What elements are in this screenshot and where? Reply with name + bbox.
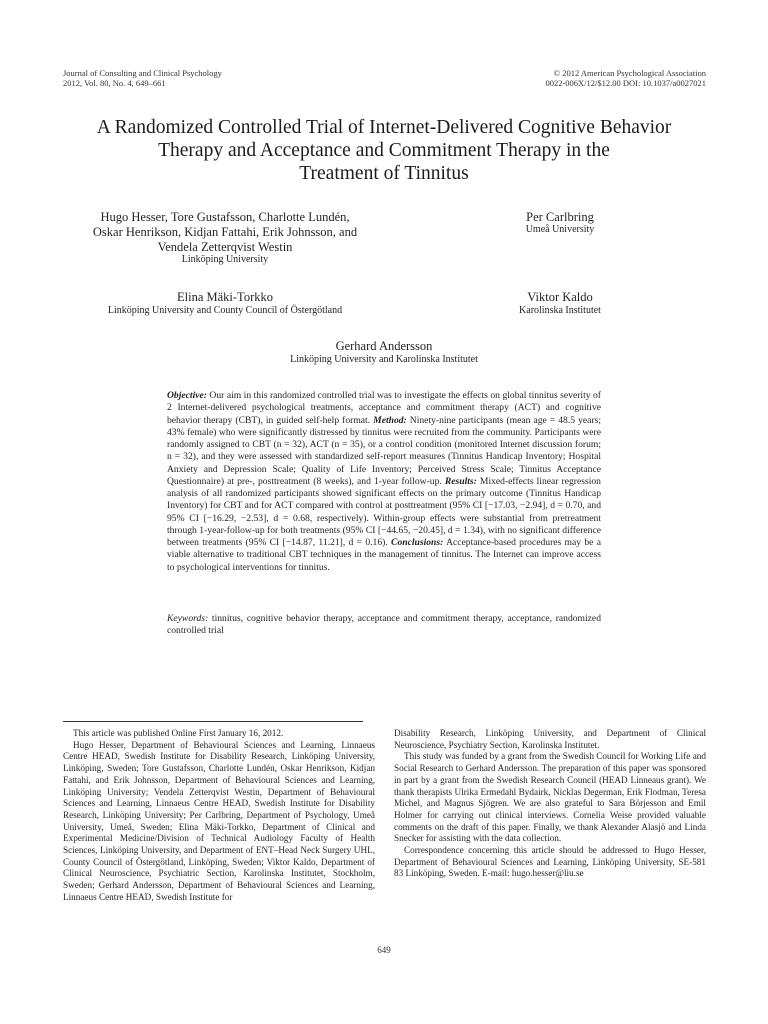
journal-citation — [63, 68, 222, 88]
doi-line: 0022-006X/12/$12.00 DOI: 10.1037/a0027021 — [545, 78, 706, 88]
objective-label: Objective: — [167, 390, 207, 401]
article-title — [40, 116, 728, 185]
author-group-1 — [40, 210, 410, 255]
method-label: Method: — [373, 414, 407, 426]
footnote-paragraph: This study was funded by a grant from the Swedish Council for Working Life and Social Research to Gerhard Andersson. The preparation of this paper was sponsored in part by a grant from the Swedish Research Council (HEAD Linneaus grant). We thank therapists Ulrika Ermedahl Bydairk, Nicklas Degerman, Erik Flodman, Teresa Michel, and Magnus Sjögren. We are also grateful to Sara Börjesson and Emil Holmer for carrying out clinical interviews. Cornelia Weise provided valuable comments on the draft of this paper. Finally, we thank Alexander Alasjö and Linda Snecker for assisting with the data collection. — [394, 751, 706, 844]
results-text: Mixed-effects linear regression analysis of all randomized participants showed significant effects on the primary outcome (Tinnitus Handicap Inventory) for CBT and for ACT compared with control at posttreatment (95% CI [−17.03, −2.94], d = 0.70, and 95% CI [−16.29, −2.53], d = 0.68, respectively). Within-group effects were substantial from pretreatment through 1-year-follow-up for both treatments (95% CI [−44.65, −20.45], d = 1.34), with no significant difference between treatments (95% CI [−14.87, 11.21], d = 0.16). — [167, 475, 601, 548]
footnote-paragraph: This article was published Online First January 16, 2012. — [73, 728, 284, 738]
author-name: Per Carlbring — [526, 210, 594, 224]
results-label: Results: — [444, 475, 477, 487]
footnotes-left-column — [63, 728, 375, 904]
author-name: Elina Mäki-Torkko — [177, 290, 273, 304]
keywords-label: Keywords: — [167, 613, 209, 624]
author-line: Oskar Henrikson, Kidjan Fattahi, Erik Johnsson, and — [92, 225, 358, 239]
author-affiliation: Karolinska Institutet — [519, 305, 601, 316]
author-affiliation: Linköping University and Karolinska Institutet — [290, 354, 478, 365]
title-line-3: Treatment of Tinnitus — [299, 163, 469, 184]
author-line: Vendela Zetterqvist Westin — [157, 240, 293, 254]
author-affiliation: Umeå University — [525, 224, 595, 235]
copyright-notice — [545, 68, 706, 88]
journal-name: Journal of Consulting and Clinical Psychology — [63, 68, 222, 78]
footnote-paragraph: Correspondence concerning this article should be addressed to Hugo Hesser, Department of Behavioural Sciences and Learning, Linköping University, SE-581 83 Linköping, Sweden. E-mail: hugo.hesser@liu.se — [394, 845, 706, 879]
conclusions-text: Acceptance-based procedures may be a viable alternative to traditional CBT techniques in the management of tinnitus. The Internet can improve access to psychological interventions for tinnitus. — [167, 537, 601, 573]
page-number: 649 — [377, 945, 391, 955]
author-name: Viktor Kaldo — [527, 290, 593, 304]
author-name: Gerhard Andersson — [335, 339, 433, 353]
footnotes-right-column — [394, 728, 706, 880]
objective-text: Our aim in this randomized controlled trial was to investigate the effects on global tinnitus severity of 2 Internet-delivered psychological treatments, acceptance and commitment therapy (ACT) and cognitive behavior therapy (CBT), in guided self-help format. — [167, 390, 601, 426]
footnote-paragraph: Hugo Hesser, Department of Behavioural Sciences and Learning, Linnaeus Centre HEAD, Swedish Institute for Disability Research, Linköping University, Linköping, Sweden; Tore Gustafsson, Charlotte Lundén, Oskar Henrikson, Kidjan Fattahi, and Erik Johnsson, Department of Behavioural Sciences and Learning, Linköping University; Vendela Zetterqvist Westin, Department of Behavioural Sciences and Learning, Linnaeus Centre HEAD, Swedish Institute for Disability Research, Linköping University; Per Carlbring, Department of Psychology, Umeå University, Umeå, Sweden; Elina Mäki-Torkko, Department of Clinical and Experimental Medicine/Division of Technical Audiology Faculty of Health Sciences, Linköping University, and Department of ENT–Head Neck Surgery UHL, County Council of Östergötland, Linköping, Sweden; Viktor Kaldo, Department of Clinical Neuroscience, Psychiatric Section, Karolinska Institutet, Stockholm, Sweden; Gerhard Andersson, Department of Behavioural Sciences and Learning, Linnaeus Centre HEAD, Swedish Institute for — [63, 739, 375, 902]
keywords — [167, 613, 601, 638]
author-affiliation: Linköping University — [181, 254, 269, 265]
author-line: Hugo Hesser, Tore Gustafsson, Charlotte Lundén, — [100, 210, 350, 224]
keywords-text: tinnitus, cognitive behavior therapy, acceptance and commitment therapy, acceptance, randomized controlled trial — [167, 613, 601, 637]
author-affiliation: Linköping University and County Council of Östergötland — [107, 305, 343, 316]
footnote-paragraph: Disability Research, Linköping University, and Department of Clinical Neuroscience, Psychiatry Section, Karolinska Institutet. — [394, 728, 706, 750]
footnote-divider — [63, 721, 363, 722]
method-text: Ninety-nine participants (mean age = 48.5 years; 43% female) who were significantly distressed by tinnitus were recruited from the community. Participants were randomly assigned to CBT (n = 32), ACT (n = 35), or a control condition (monitored Internet discussion forum; n = 32), and they were assessed with standardized self-report measures (Tinnitus Handicap Inventory; Hospital Anxiety and Depression Scale; Quality of Life Inventory; Perceived Stress Scale; Tinnitus Acceptance Questionnaire) at pre-, posttreatment (8 weeks), and 1-year follow-up. — [167, 414, 601, 487]
copyright-line: © 2012 American Psychological Association — [553, 68, 706, 78]
abstract — [167, 390, 601, 574]
title-line-2: Therapy and Acceptance and Commitment Therapy in the — [158, 140, 610, 161]
conclusions-label: Conclusions: — [391, 537, 444, 548]
journal-volume: 2012, Vol. 80, No. 4, 649–661 — [63, 78, 166, 88]
title-line-1: A Randomized Controlled Trial of Internet-Delivered Cognitive Behavior — [96, 117, 672, 138]
